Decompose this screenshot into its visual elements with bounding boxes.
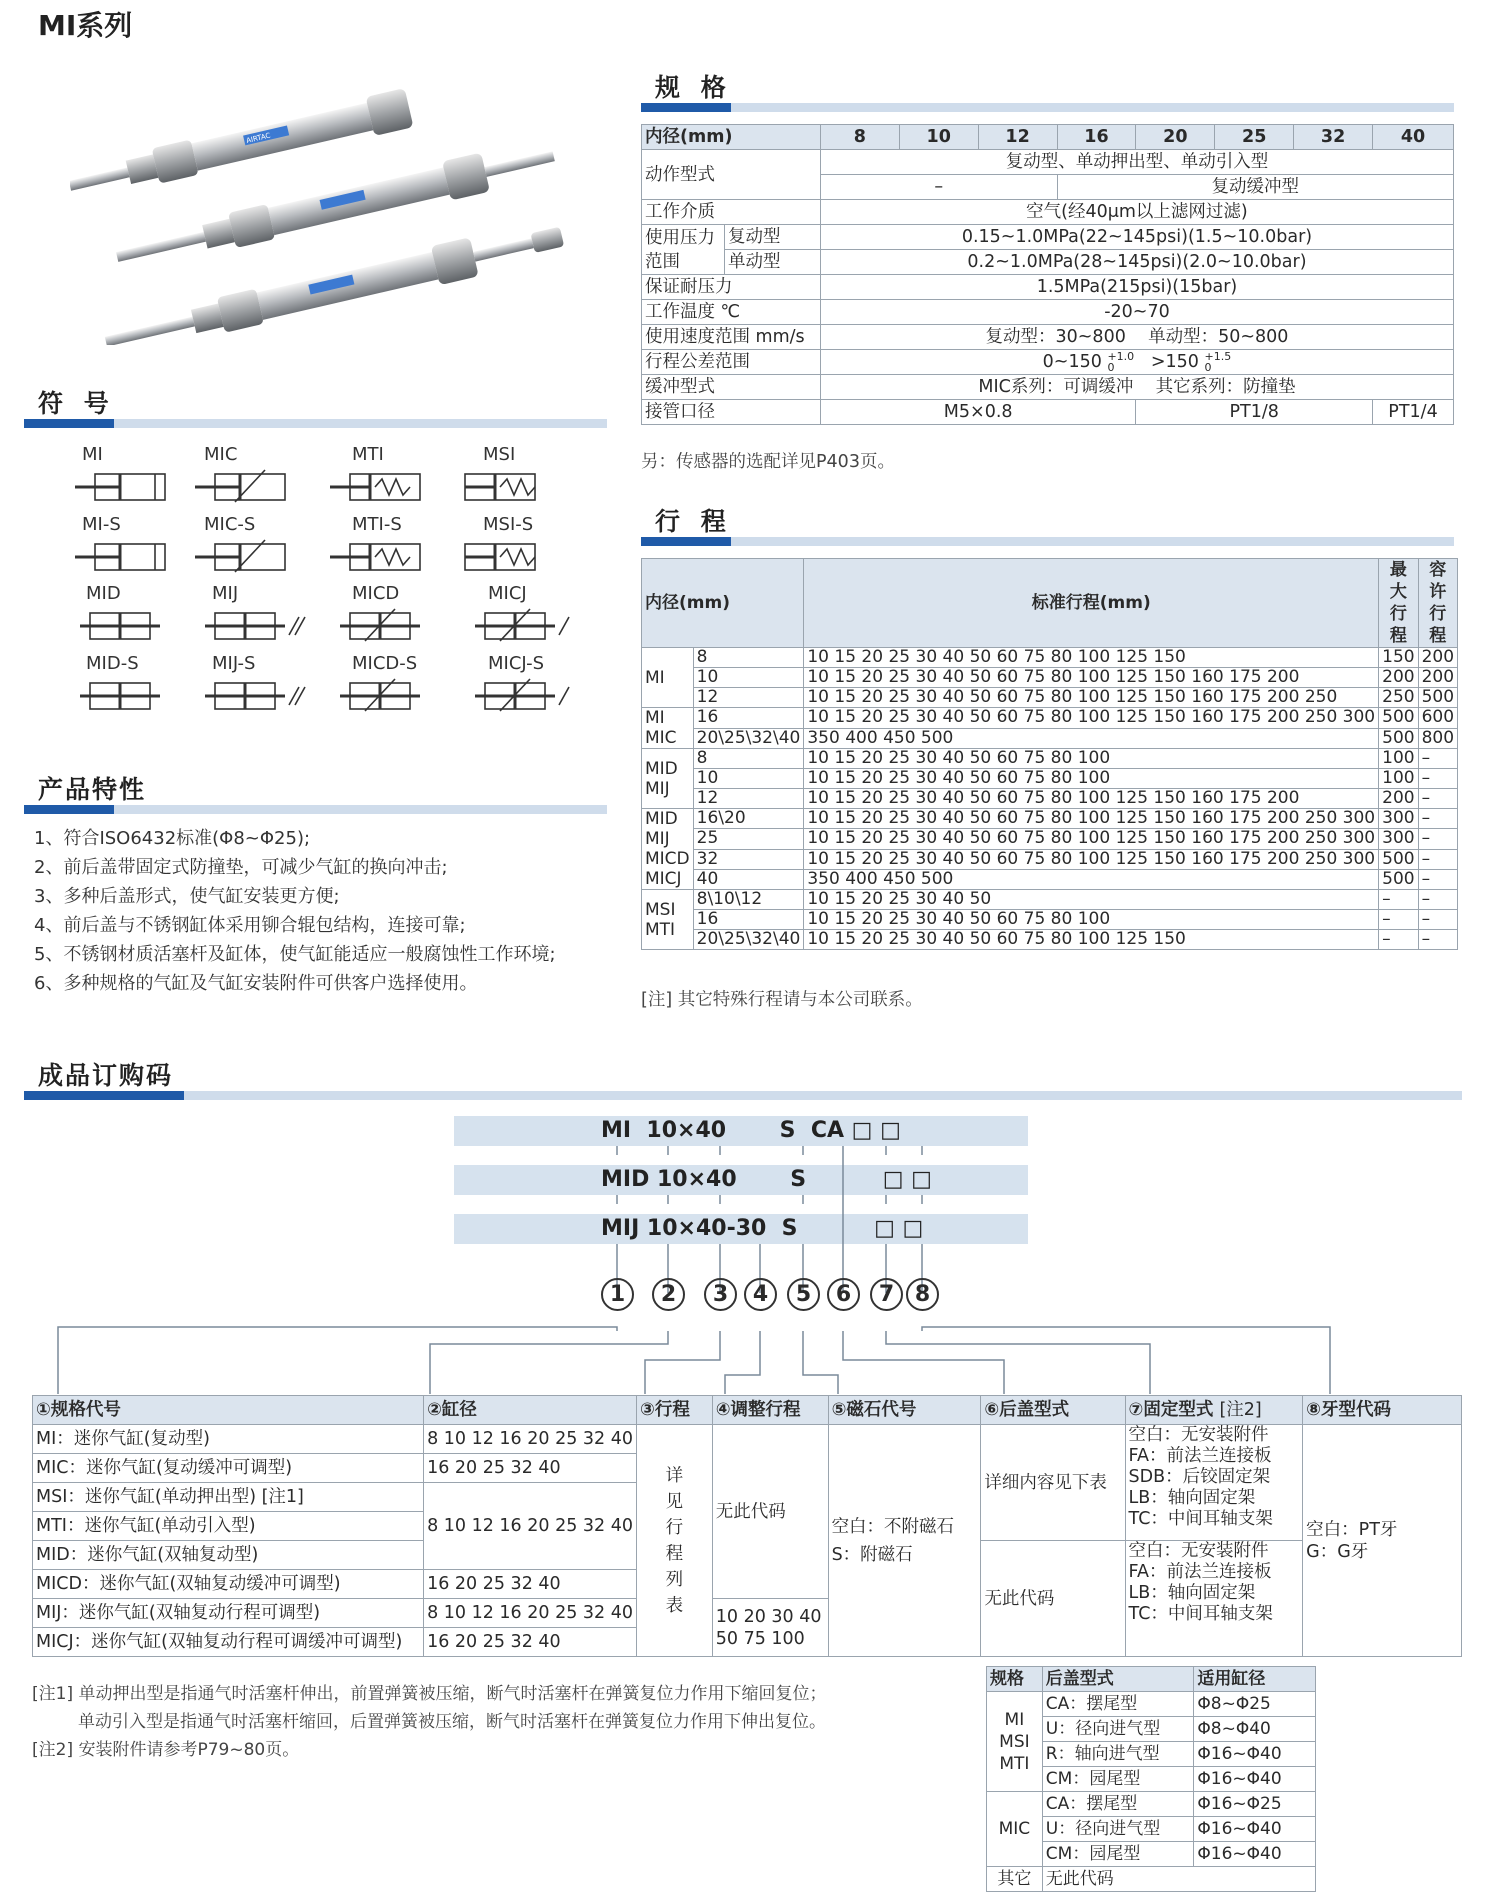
- stroke-series: MI: [642, 648, 694, 708]
- rear-group: 其它: [987, 1867, 1043, 1892]
- page-title: MI系列: [38, 9, 133, 42]
- stroke-allow: –: [1418, 869, 1457, 889]
- stroke-max: –: [1379, 930, 1418, 950]
- rear-none: 无此代码: [1042, 1867, 1315, 1892]
- bore-b: 16 20 25 32 40: [424, 1454, 637, 1483]
- stroke-row: [642, 869, 1458, 889]
- order-table: [32, 1395, 1462, 1657]
- stroke-bore: 12: [693, 688, 804, 708]
- order-h: ③行程: [637, 1396, 713, 1425]
- spec-speed-label: 使用速度范围 mm/s: [642, 325, 821, 350]
- stroke-row: [642, 688, 1458, 708]
- rear-type: CA：摆尾型: [1042, 1692, 1194, 1717]
- code-number: 5: [787, 1278, 820, 1311]
- feature-item: 4、前后盖与不锈钢缸体采用铆合辊包结构，连接可靠;: [34, 915, 466, 936]
- symbol-label: MTI: [352, 444, 384, 465]
- order-notes: [32, 1680, 826, 1764]
- stroke-allow: –: [1418, 849, 1457, 869]
- stroke-values: 350 400 450 500: [804, 869, 1379, 889]
- product-photo: [70, 60, 570, 345]
- stroke-series: MI MIC: [642, 708, 694, 749]
- order-h: ⑤磁石代号: [828, 1396, 981, 1425]
- stroke-row: [642, 769, 1458, 789]
- spec-double-val: 0.15~1.0MPa(22~145psi)(1.5~10.0bar): [820, 225, 1453, 250]
- fix-item: 空白：无安装附件: [1128, 1425, 1269, 1445]
- brand-label: AIRTAC: [245, 131, 272, 145]
- spec-proof: 1.5MPa(215psi)(15bar): [820, 275, 1453, 300]
- fix-item: LB：轴向固定架: [1128, 1583, 1256, 1603]
- feature-item: 3、多种后盖形式，使气缸安装更方便;: [34, 886, 340, 907]
- code-number: 2: [652, 1278, 685, 1311]
- tol-a-up: +1.0: [1107, 350, 1135, 363]
- fix-item: FA：前法兰连接板: [1128, 1446, 1272, 1466]
- rear-bore: Φ8~Φ25: [1194, 1692, 1316, 1717]
- thread-cell: [1303, 1425, 1462, 1657]
- stroke-row: [642, 910, 1458, 930]
- stroke-allow: 200: [1418, 648, 1457, 668]
- symbol-grid: [60, 440, 580, 720]
- stroke-heading: 行 程: [655, 507, 732, 536]
- stroke-table: [641, 558, 1458, 950]
- spec-table: [641, 124, 1454, 425]
- order-note: 单动引入型是指通气时活塞杆缩回，后置弹簧被压缩，断气时活塞杆在弹簧复位力作用下伸出复位。: [78, 1712, 826, 1732]
- stroke-values: 10 15 20 25 30 40 50 60 75 80 100 125 150 160 175 200 250 300: [804, 809, 1379, 829]
- code-connectors: [0, 1110, 1500, 1400]
- spec-action-buffer: 复动缓冲型: [1057, 175, 1453, 200]
- spec-temp-label: 工作温度 ℃: [642, 300, 821, 325]
- spec-cushion-label: 缓冲型式: [642, 375, 821, 400]
- stroke-max: 300: [1379, 829, 1418, 849]
- fix-a: [1125, 1425, 1303, 1541]
- stroke-row: [642, 789, 1458, 809]
- stroke-allow: 200: [1418, 668, 1457, 688]
- stroke-series: MSI MTI: [642, 890, 694, 950]
- order-note: [注1] 单动押出型是指通气时活塞杆伸出，前置弹簧被压缩，断气时活塞杆在弹簧复位力作用下缩回复位；: [32, 1684, 827, 1704]
- stroke-row: [642, 648, 1458, 668]
- stroke-allow: 600: [1418, 708, 1457, 729]
- stroke-allow: –: [1418, 749, 1457, 769]
- tol-a: 0~150: [1042, 352, 1102, 372]
- order-note: [注2] 安装附件请参考P79~80页。: [32, 1740, 300, 1760]
- adj-val: 50 75 100: [715, 1628, 805, 1649]
- spec-medium: 空气(经40μm以上滤网过滤): [820, 200, 1453, 225]
- stroke-row: [642, 829, 1458, 849]
- fix-item: 空白：无安装附件: [1128, 1541, 1269, 1561]
- model-row: MTI：迷你气缸(单动引入型): [33, 1512, 424, 1541]
- symbol-label: MSI-S: [483, 514, 534, 535]
- rear-type: R：轴向进气型: [1042, 1742, 1194, 1767]
- symbol-label: MICJ-S: [488, 653, 544, 674]
- stroke-allow: 500: [1418, 688, 1457, 708]
- order-h: ①规格代号: [33, 1396, 424, 1425]
- rear-table: [986, 1666, 1316, 1892]
- stroke-max: 500: [1379, 849, 1418, 869]
- stroke-max: –: [1379, 910, 1418, 930]
- stroke-h-allow: 容许行程: [1418, 559, 1457, 648]
- spec-action-dash: –: [820, 175, 1057, 200]
- tol-b: >150: [1150, 352, 1199, 372]
- rear-group: MI MSI MTI: [987, 1692, 1043, 1792]
- rear-none: 无此代码: [981, 1541, 1125, 1657]
- features-heading: 产品特性: [38, 775, 147, 804]
- spec-pressure-label: 使用压力范围: [642, 225, 725, 275]
- stroke-values: 10 15 20 25 30 40 50 60 75 80 100 125 150 160 175 200: [804, 789, 1379, 809]
- rear-type: CA：摆尾型: [1042, 1792, 1194, 1817]
- symbol-heading: 符 号: [38, 389, 115, 418]
- spec-bore-label: 内径(mm): [642, 125, 821, 150]
- spec-port-label: 接管口径: [642, 400, 821, 425]
- fix-b: [1125, 1541, 1303, 1657]
- stroke-max: 250: [1379, 688, 1418, 708]
- spec-note: 另：传感器的选配详见P403页。: [641, 452, 895, 472]
- rear-type: CM：园尾型: [1042, 1767, 1194, 1792]
- stroke-values: 10 15 20 25 30 40 50 60 75 80 100 125 150 160 175 200: [804, 668, 1379, 688]
- stroke-bore: 32: [693, 849, 804, 869]
- spec-proof-label: 保证耐压力: [642, 275, 821, 300]
- stroke-row: [642, 728, 1458, 749]
- symbol-label: MID-S: [86, 653, 139, 674]
- symbol-label: MIJ-S: [212, 653, 256, 674]
- features-list: [34, 824, 556, 998]
- spec-rule: [641, 103, 1454, 112]
- spec-bore: 12: [978, 125, 1057, 150]
- spec-temp: -20~70: [820, 300, 1453, 325]
- tol-a-dn: 0: [1107, 361, 1115, 374]
- bore-a: 8 10 12 16 20 25 32 40: [424, 1599, 637, 1628]
- symbol-label: MTI-S: [352, 514, 402, 535]
- spec-cushion: MIC系列：可调缓冲 其它系列：防撞垫: [820, 375, 1453, 400]
- stroke-body: [642, 648, 1458, 950]
- stroke-row: [642, 890, 1458, 910]
- spec-bore: 32: [1294, 125, 1373, 150]
- bore-b: 16 20 25 32 40: [424, 1628, 637, 1657]
- stroke-bore: 20\25\32\40: [693, 728, 804, 749]
- model-row: MI：迷你气缸(复动型): [33, 1425, 424, 1454]
- spec-bore: 16: [1057, 125, 1136, 150]
- spec-port-b: PT1/8: [1136, 400, 1373, 425]
- stroke-max: 500: [1379, 728, 1418, 749]
- stroke-max: 500: [1379, 708, 1418, 729]
- fix-item: SDB：后铰固定架: [1128, 1467, 1271, 1487]
- spec-speed: 复动型：30~800 单动型：50~800: [820, 325, 1453, 350]
- stroke-allow: –: [1418, 930, 1457, 950]
- code-example: MIJ 10×40-30 S □ □: [454, 1214, 1028, 1244]
- stroke-h-bore: 内径(mm): [642, 559, 804, 648]
- stroke-note: [注] 其它特殊行程请与本公司联系。: [641, 990, 923, 1010]
- code-number: 3: [704, 1278, 737, 1311]
- symbol-rule: [24, 419, 607, 428]
- spec-single-label: 单动型: [724, 250, 820, 275]
- code-example: MI 10×40 S CA □ □: [454, 1116, 1028, 1146]
- order-h: ⑧牙型代码: [1303, 1396, 1462, 1425]
- rear-bore: Φ16~Φ40: [1194, 1842, 1316, 1867]
- rear-type: U：径向进气型: [1042, 1717, 1194, 1742]
- stroke-max: 500: [1379, 869, 1418, 889]
- stroke-values: 10 15 20 25 30 40 50 60 75 80 100 125 150 160 175 200 250: [804, 688, 1379, 708]
- order-h-note: [注2]: [1219, 1400, 1262, 1420]
- rear-group: MIC: [987, 1792, 1043, 1867]
- tol-b-dn: 0: [1204, 361, 1212, 374]
- stroke-bore: 16: [693, 910, 804, 930]
- spec-port-a: M5×0.8: [820, 400, 1135, 425]
- symbol-label: MICD: [352, 583, 400, 604]
- stroke-allow: –: [1418, 769, 1457, 789]
- stroke-series: MID MIJ: [642, 749, 694, 809]
- stroke-row: [642, 749, 1458, 769]
- thread-item: G：G牙: [1306, 1541, 1369, 1562]
- adj-val: 10 20 30 40: [715, 1606, 822, 1627]
- fix-item: TC：中间耳轴支架: [1128, 1604, 1273, 1624]
- stroke-max: 150: [1379, 648, 1418, 668]
- spec-medium-label: 工作介质: [642, 200, 821, 225]
- stroke-bore: 20\25\32\40: [693, 930, 804, 950]
- stroke-values: 10 15 20 25 30 40 50 60 75 80 100: [804, 769, 1379, 789]
- stroke-values: 350 400 450 500: [804, 728, 1379, 749]
- stroke-row: [642, 708, 1458, 729]
- stroke-values: 10 15 20 25 30 40 50 60 75 80 100: [804, 749, 1379, 769]
- bore-b: 16 20 25 32 40: [424, 1570, 637, 1599]
- mag-1: 空白：不附磁石: [831, 1516, 955, 1537]
- code-number: 6: [827, 1278, 860, 1311]
- feature-item: 6、多种规格的气缸及气缸安装附件可供客户选择使用。: [34, 973, 478, 994]
- stroke-values: 10 15 20 25 30 40 50 60 75 80 100 125 150: [804, 648, 1379, 668]
- stroke-allow: –: [1418, 910, 1457, 930]
- model-row: MIJ：迷你气缸(双轴复动行程可调型): [33, 1599, 424, 1628]
- spec-bore: 10: [899, 125, 978, 150]
- stroke-row: [642, 849, 1458, 869]
- spec-port-c: PT1/4: [1373, 400, 1454, 425]
- order-h: ⑦固定型式: [1128, 1400, 1214, 1420]
- stroke-bore: 40: [693, 869, 804, 889]
- rear-bore: Φ16~Φ25: [1194, 1792, 1316, 1817]
- bore-a: 8 10 12 16 20 25 32 40: [424, 1425, 637, 1454]
- stroke-h-max: 最大行程: [1379, 559, 1418, 648]
- symbol-label: MICD-S: [352, 653, 418, 674]
- code-number: 8: [906, 1278, 939, 1311]
- stroke-bore: 25: [693, 829, 804, 849]
- spec-double-label: 复动型: [724, 225, 820, 250]
- symbol-label: MICJ: [488, 583, 527, 604]
- spec-tol: [820, 350, 1453, 375]
- symbol-label: MIJ: [212, 583, 239, 604]
- rear-bore: Φ16~Φ40: [1194, 1817, 1316, 1842]
- stroke-rule: [641, 537, 1454, 546]
- spec-bore: 8: [820, 125, 899, 150]
- symbol-label: MI-S: [82, 514, 121, 535]
- thread-item: 空白：PT牙: [1306, 1519, 1398, 1540]
- symbol-label: MI: [82, 444, 103, 465]
- rear-bore: Φ16~Φ40: [1194, 1742, 1316, 1767]
- stroke-series: MID MIJ MICD MICJ: [642, 809, 694, 890]
- stroke-values: 10 15 20 25 30 40 50 60 75 80 100 125 150 160 175 200 250 300: [804, 829, 1379, 849]
- tol-b-up: +1.5: [1204, 350, 1232, 363]
- stroke-bore: 10: [693, 668, 804, 688]
- order-heading: 成品订购码: [38, 1061, 174, 1090]
- stroke-values: 10 15 20 25 30 40 50 60 75 80 100 125 150 160 175 200 250 300: [804, 849, 1379, 869]
- fix-item: TC：中间耳轴支架: [1128, 1509, 1273, 1529]
- model-row: MSI：迷你气缸(单动押出型) [注1]: [33, 1483, 424, 1512]
- feature-item: 5、不锈钢材质活塞杆及缸体，使气缸能适应一般腐蚀性工作环境;: [34, 944, 556, 965]
- spec-action-label: 动作型式: [642, 150, 821, 200]
- model-row: MICD：迷你气缸(双轴复动缓冲可调型): [33, 1570, 424, 1599]
- stroke-values: 10 15 20 25 30 40 50 60 75 80 100: [804, 910, 1379, 930]
- stroke-max: –: [1379, 890, 1418, 910]
- rear-h: 后盖型式: [1042, 1667, 1194, 1692]
- stroke-bore: 12: [693, 789, 804, 809]
- spec-bore: 25: [1215, 125, 1294, 150]
- symbol-label: MSI: [483, 444, 516, 465]
- stroke-max: 100: [1379, 749, 1418, 769]
- stroke-bore: 10: [693, 769, 804, 789]
- rear-detail: 详细内容见下表: [981, 1425, 1125, 1541]
- rear-bore: Φ8~Φ40: [1194, 1717, 1316, 1742]
- model-row: MID：迷你气缸(双轴复动型): [33, 1541, 424, 1570]
- spec-heading: 规 格: [655, 73, 732, 102]
- stroke-bore: 16\20: [693, 809, 804, 829]
- stroke-allow: 800: [1418, 728, 1457, 749]
- stroke-bore: 8\10\12: [693, 890, 804, 910]
- rear-type: U：径向进气型: [1042, 1817, 1194, 1842]
- rear-h: 规格: [987, 1667, 1043, 1692]
- order-h: ④调整行程: [712, 1396, 828, 1425]
- spec-bore: 20: [1136, 125, 1215, 150]
- spec-action-all: 复动型、单动押出型、单动引入型: [820, 150, 1453, 175]
- stroke-ref: 详见行程列表: [637, 1425, 713, 1657]
- stroke-row: [642, 809, 1458, 829]
- stroke-values: 10 15 20 25 30 40 50: [804, 890, 1379, 910]
- stroke-allow: –: [1418, 829, 1457, 849]
- code-example: MID 10×40 S □ □: [454, 1165, 1028, 1195]
- mag-cell: [828, 1425, 981, 1657]
- spec-tol-label: 行程公差范围: [642, 350, 821, 375]
- features-rule: [24, 805, 607, 814]
- rear-type: CM：园尾型: [1042, 1842, 1194, 1867]
- code-number: 4: [744, 1278, 777, 1311]
- fix-item: FA：前法兰连接板: [1128, 1562, 1272, 1582]
- code-number: 1: [601, 1278, 634, 1311]
- stroke-allow: –: [1418, 789, 1457, 809]
- stroke-row: [642, 668, 1458, 688]
- symbol-label: MIC-S: [204, 514, 256, 535]
- stroke-max: 200: [1379, 668, 1418, 688]
- stroke-allow: –: [1418, 809, 1457, 829]
- order-h: ⑥后盖型式: [981, 1396, 1125, 1425]
- rear-h: 适用缸径: [1194, 1667, 1316, 1692]
- feature-item: 1、符合ISO6432标准(Φ8~Φ25);: [34, 828, 311, 849]
- fix-item: LB：轴向固定架: [1128, 1488, 1256, 1508]
- order-h: ②缸径: [424, 1396, 637, 1425]
- mag-2: S：附磁石: [831, 1544, 913, 1565]
- stroke-allow: –: [1418, 890, 1457, 910]
- feature-item: 2、前后盖带固定式防撞垫，可减少气缸的换向冲击;: [34, 857, 448, 878]
- spec-single-val: 0.2~1.0MPa(28~145psi)(2.0~10.0bar): [820, 250, 1453, 275]
- stroke-row: [642, 930, 1458, 950]
- adj-vals: [712, 1599, 828, 1657]
- stroke-bore: 8: [693, 749, 804, 769]
- bore-a: 8 10 12 16 20 25 32 40: [424, 1483, 637, 1570]
- stroke-max: 100: [1379, 769, 1418, 789]
- symbol-label: MIC: [204, 444, 238, 465]
- stroke-h-std: 标准行程(mm): [804, 559, 1379, 648]
- adj-none: 无此代码: [712, 1425, 828, 1599]
- stroke-bore: 16: [693, 708, 804, 729]
- stroke-bore: 8: [693, 648, 804, 668]
- model-row: MICJ：迷你气缸(双轴复动行程可调缓冲可调型): [33, 1628, 424, 1657]
- stroke-values: 10 15 20 25 30 40 50 60 75 80 100 125 150 160 175 200 250 300: [804, 708, 1379, 729]
- order-rule: [24, 1091, 1462, 1100]
- code-number: 7: [870, 1278, 903, 1311]
- stroke-max: 200: [1379, 789, 1418, 809]
- spec-bore: 40: [1373, 125, 1454, 150]
- symbol-label: MID: [86, 583, 121, 604]
- rear-bore: Φ16~Φ40: [1194, 1767, 1316, 1792]
- model-row: MIC：迷你气缸(复动缓冲可调型): [33, 1454, 424, 1483]
- stroke-values: 10 15 20 25 30 40 50 60 75 80 100 125 150: [804, 930, 1379, 950]
- stroke-max: 300: [1379, 809, 1418, 829]
